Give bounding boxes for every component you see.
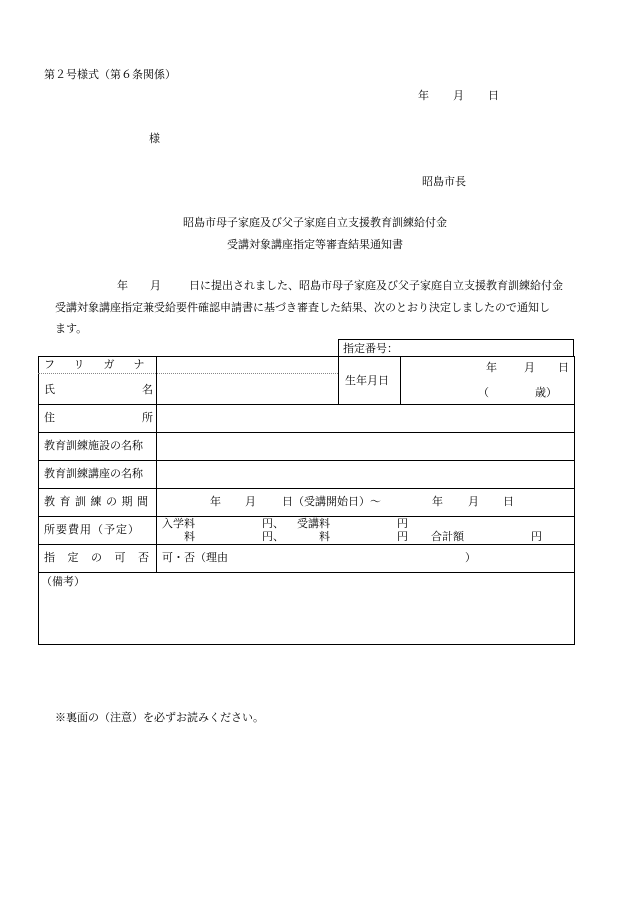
decision-close: ） <box>465 551 476 564</box>
address-label <box>44 412 240 423</box>
period-start: 日（受講開始日）～ <box>282 495 381 508</box>
row-divider-course <box>38 460 575 461</box>
cost-yen-5: 円 <box>531 530 542 543</box>
facility-label: 教育訓練施設の名称 <box>44 439 143 452</box>
issuer: 昭島市長 <box>422 175 466 188</box>
cost-yen-1: 円、 <box>262 517 284 530</box>
period-year-1: 年 <box>210 495 221 508</box>
period-month-1: 月 <box>245 495 256 508</box>
address-label-text: 住所 <box>44 411 240 424</box>
period-label <box>44 496 153 507</box>
decision-label-text: 指定の可否 <box>44 551 162 564</box>
designation-number-label: 指定番号： <box>343 342 398 355</box>
period-day-2: 日 <box>503 495 514 508</box>
course-label: 教育訓練講座の名称 <box>44 467 143 480</box>
birth-year: 年 <box>486 361 497 374</box>
cost-fee-2-label: 料 <box>319 530 330 543</box>
furigana-label-text: フリガナ <box>44 358 164 371</box>
cost-fee-1-label: 料 <box>184 530 195 543</box>
name-label-text: 氏名 <box>44 383 240 396</box>
row-divider-address <box>38 404 575 405</box>
remarks-label: （備考） <box>41 575 85 588</box>
cost-yen-3: 円、 <box>262 530 284 543</box>
decision-label <box>44 552 162 563</box>
cost-yen-2: 円 <box>397 517 408 530</box>
form-id: 第２号様式（第６条関係） <box>44 68 176 81</box>
period-label-text: 教育訓練の期間 <box>44 495 153 508</box>
footer-note: ※裏面の（注意）を必ずお読みください。 <box>55 711 264 724</box>
row-divider-period <box>38 488 575 489</box>
furigana-divider <box>38 373 338 374</box>
birth-month: 月 <box>524 361 535 374</box>
birthdate-label-left-divider <box>338 356 339 405</box>
body-line-2: 受講対象講座指定兼受給要件確認申請書に基づき審査した結果、次のとおり決定しましたので通知し <box>55 301 550 314</box>
cost-label: 所要費用（予定） <box>44 523 140 536</box>
date-header-day: 日 <box>488 89 499 102</box>
period-month-2: 月 <box>468 495 479 508</box>
row-divider-facility <box>38 432 575 433</box>
cost-yen-4: 円 <box>397 530 408 543</box>
decision-options: 可・否（理由 <box>162 551 228 564</box>
date-header-year: 年 <box>418 89 429 102</box>
addressee-suffix: 様 <box>149 132 160 145</box>
date-header-month: 月 <box>453 89 464 102</box>
body-month: 月 <box>150 279 161 292</box>
cost-tuition-label: 受講料 <box>297 517 330 530</box>
name-label <box>44 383 240 396</box>
age-open: （ <box>478 386 489 399</box>
title-line-1: 昭島市母子家庭及び父子家庭自立支援教育訓練給付金 <box>183 216 447 229</box>
age-close: 歳） <box>535 386 557 399</box>
body-line-1: 日に提出されました、昭島市母子家庭及び父子家庭自立支援教育訓練給付金 <box>189 279 563 292</box>
furigana-label <box>44 358 164 371</box>
birthdate-label-right-divider <box>400 356 401 405</box>
cost-total-label: 合計額 <box>431 530 464 543</box>
body-year: 年 <box>117 279 128 292</box>
title-line-2: 受講対象講座指定等審査結果通知書 <box>227 238 403 251</box>
birth-day: 日 <box>558 361 569 374</box>
period-year-2: 年 <box>432 495 443 508</box>
cost-entrance-label: 入学料 <box>162 517 195 530</box>
body-line-3: ます。 <box>55 322 88 335</box>
row-divider-decision <box>38 544 575 545</box>
row-divider-remarks <box>38 572 575 573</box>
birthdate-label: 生年月日 <box>345 374 389 387</box>
